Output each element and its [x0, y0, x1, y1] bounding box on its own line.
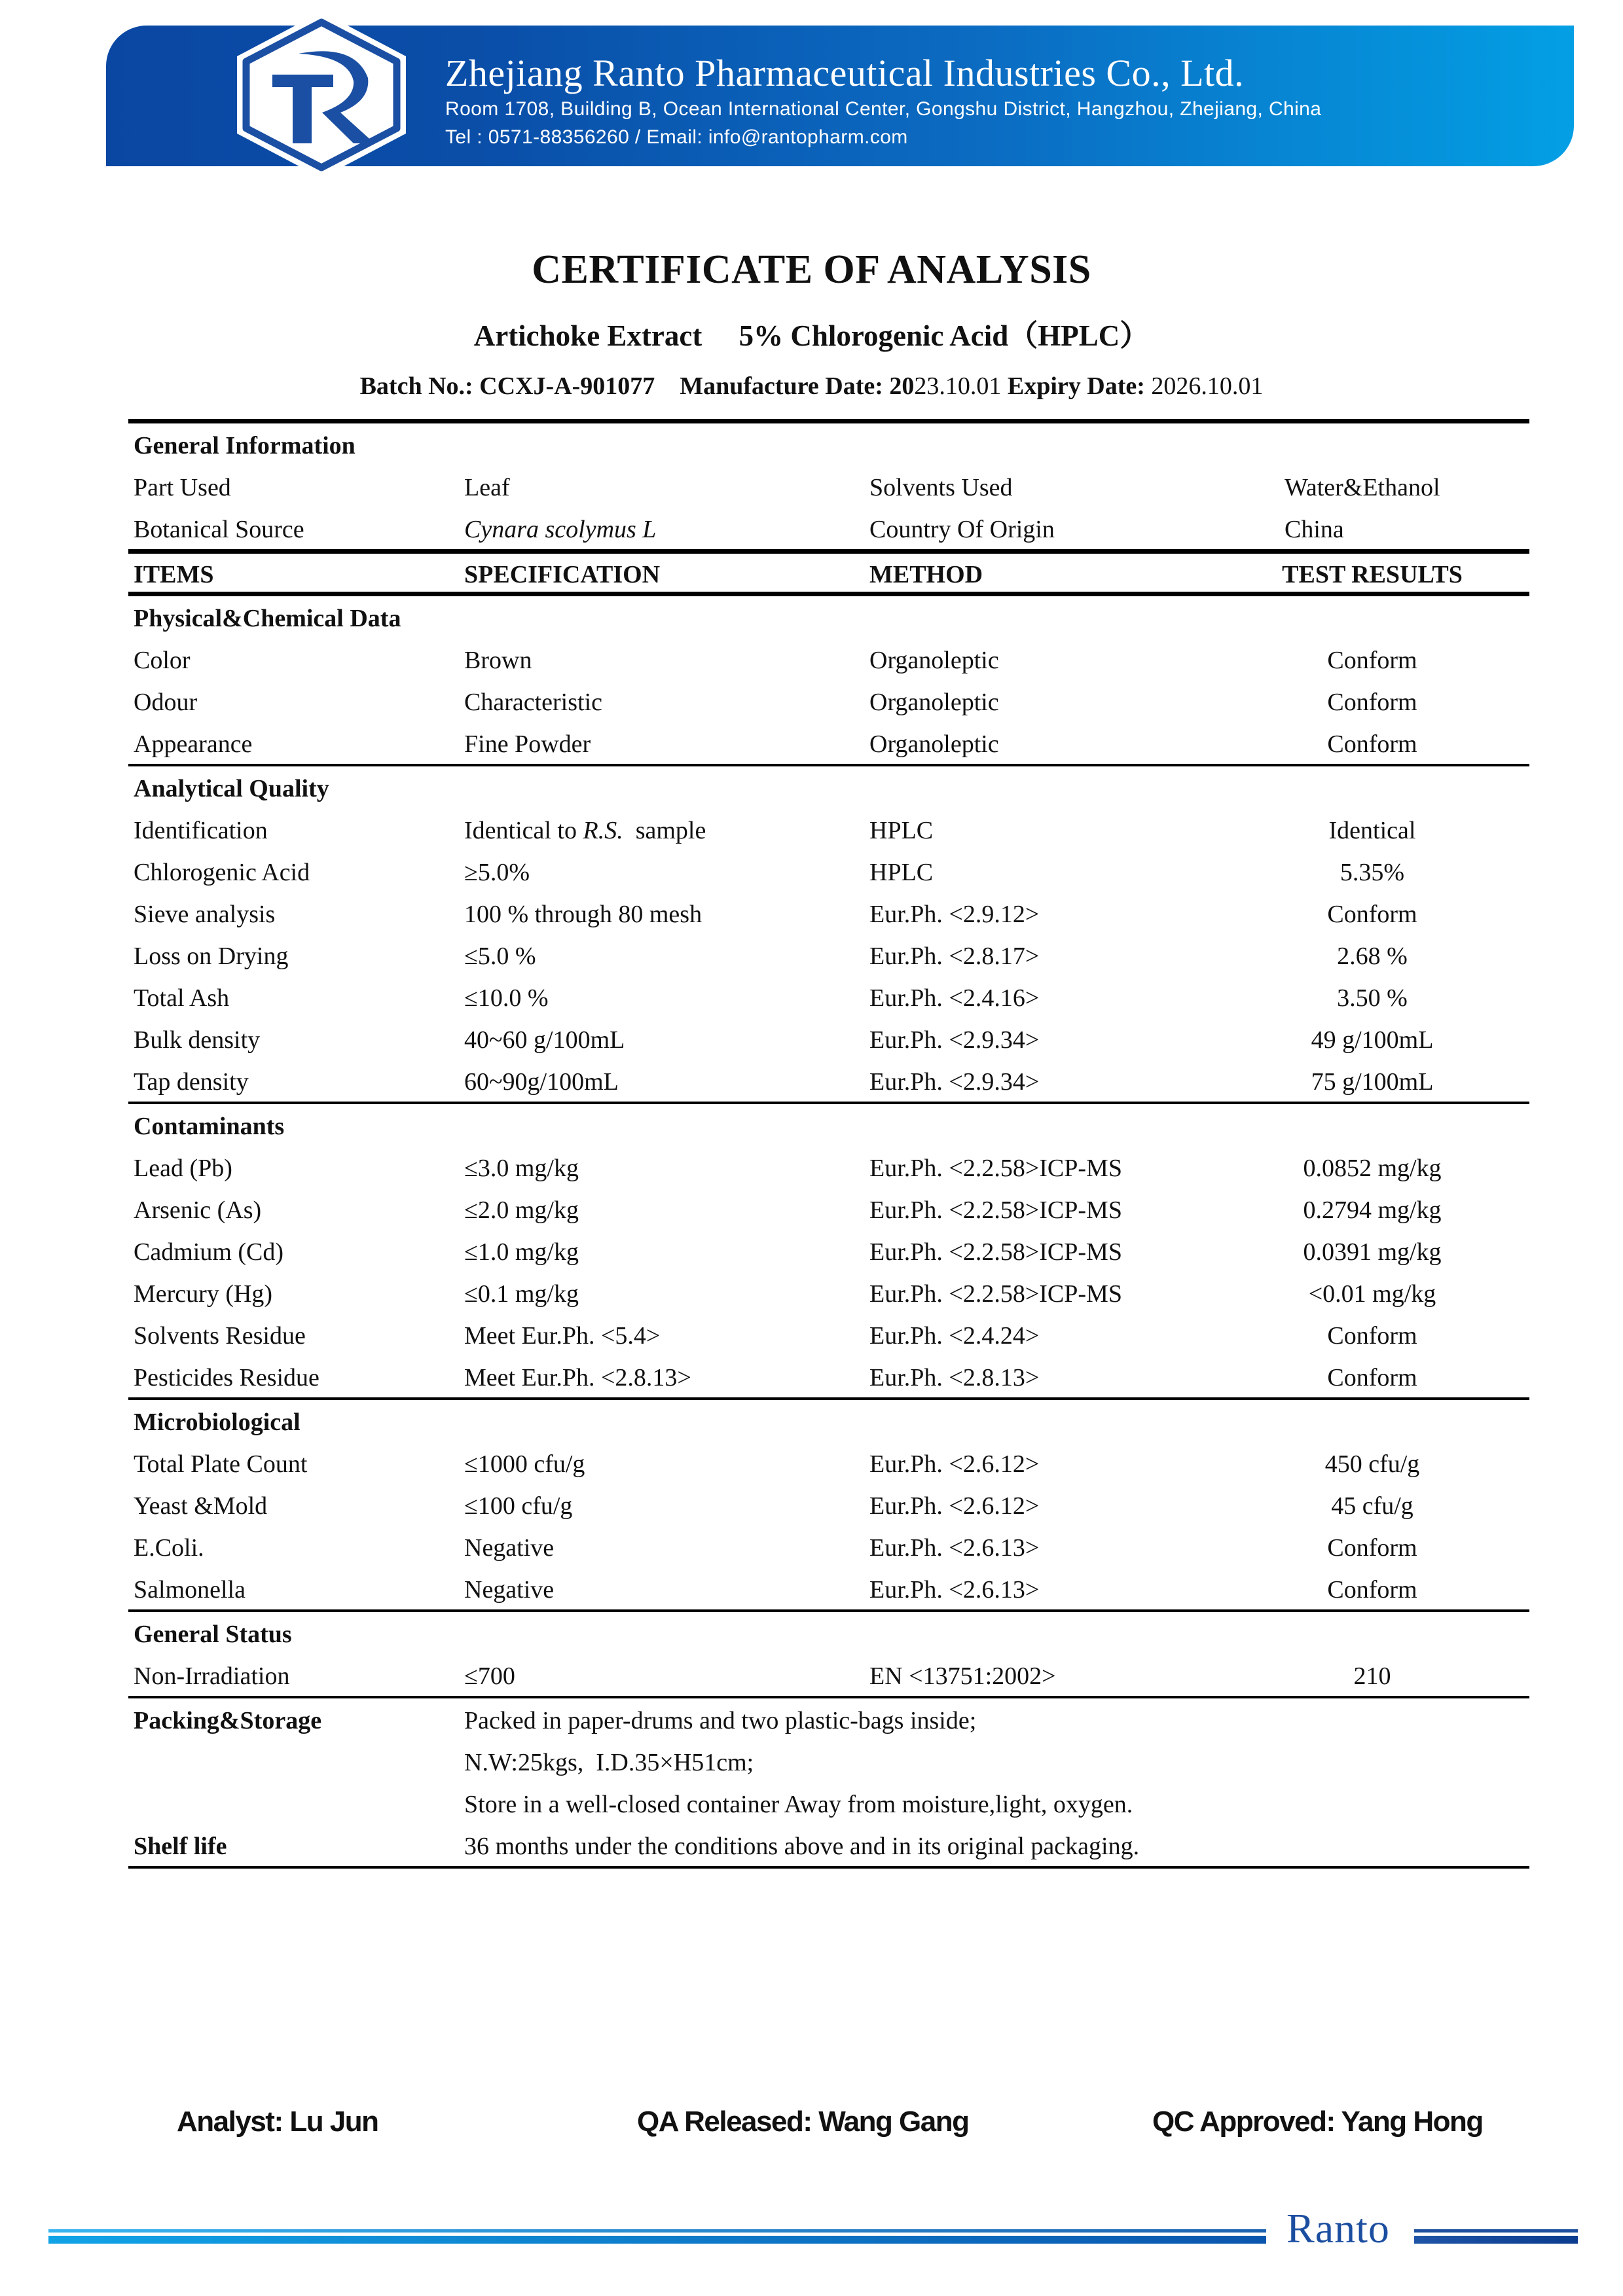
column-header-results: TEST RESULTS — [1282, 561, 1463, 588]
item-name: Chlorogenic Acid — [134, 859, 310, 886]
specification: Identical to R.S. sample — [464, 817, 706, 844]
test-result: <0.01 mg/kg — [1308, 1280, 1436, 1308]
item-name: Total Plate Count — [134, 1450, 308, 1478]
method: Eur.Ph. <2.2.58>ICP-MS — [869, 1280, 1122, 1308]
section-heading-micro: Microbiological — [134, 1408, 301, 1436]
specification: ≤700 — [464, 1662, 515, 1690]
item-name: Color — [134, 647, 191, 674]
table-row — [128, 1188, 1529, 1230]
packing-row — [128, 1698, 1529, 1740]
item-name: Tap density — [134, 1068, 249, 1096]
table-row — [128, 808, 1529, 850]
specification: Meet Eur.Ph. <2.8.13> — [464, 1364, 691, 1391]
general-value: China — [1285, 516, 1344, 543]
specification: ≤1000 cfu/g — [464, 1450, 585, 1478]
divider — [128, 1866, 1529, 1869]
table-row — [128, 1018, 1529, 1060]
specification: Characteristic — [464, 689, 603, 716]
table-row — [128, 1060, 1529, 1102]
item-name: Mercury (Hg) — [134, 1280, 273, 1308]
method: Organoleptic — [869, 689, 999, 716]
test-result: Conform — [1327, 689, 1417, 716]
divider — [128, 592, 1529, 596]
item-name: Cadmium (Cd) — [134, 1238, 284, 1266]
specification: 40~60 g/100mL — [464, 1026, 625, 1054]
method: Eur.Ph. <2.2.58>ICP-MS — [869, 1238, 1122, 1266]
packing-label: Packing&Storage — [134, 1707, 322, 1734]
test-result: 450 cfu/g — [1324, 1450, 1420, 1478]
company-name: Zhejiang Ranto Pharmaceutical Industries Co., Ltd. — [445, 52, 1245, 94]
section-heading-general: General Information — [134, 432, 356, 459]
specification: Brown — [464, 647, 532, 674]
method: HPLC — [869, 859, 934, 886]
manufacture-date-label: Manufacture Date: — [680, 372, 890, 400]
specification: Meet Eur.Ph. <5.4> — [464, 1322, 661, 1350]
table-row — [128, 1314, 1529, 1355]
test-result: Conform — [1327, 1576, 1417, 1604]
table-row — [128, 976, 1529, 1018]
footer-bar — [1414, 2236, 1578, 2244]
qc-signature: QC Approved: Yang Hong — [1152, 2106, 1483, 2138]
test-result: 3.50 % — [1337, 984, 1408, 1012]
test-result: Identical — [1328, 817, 1416, 844]
general-label: Solvents Used — [869, 474, 1013, 501]
item-name: Bulk density — [134, 1026, 261, 1054]
method: Eur.Ph. <2.8.17> — [869, 942, 1040, 970]
table-row — [128, 722, 1529, 764]
item-name: Solvents Residue — [134, 1322, 306, 1350]
method: Eur.Ph. <2.2.58>ICP-MS — [869, 1155, 1122, 1182]
item-name: Total Ash — [134, 984, 230, 1012]
method: Organoleptic — [869, 647, 999, 674]
test-result: Conform — [1327, 1322, 1417, 1350]
column-header-items: ITEMS — [134, 561, 214, 588]
test-result: Conform — [1327, 730, 1417, 758]
table-row — [128, 1484, 1529, 1526]
column-header-method: METHOD — [869, 561, 983, 588]
manufacture-date: 23.10.01 — [914, 372, 1002, 400]
expiry-date: 2026.10.01 — [1151, 372, 1264, 400]
batch-label: Batch No.: — [359, 372, 480, 400]
table-row — [128, 850, 1529, 892]
general-value: Leaf — [464, 474, 510, 501]
table-row — [128, 1568, 1529, 1609]
test-result: Conform — [1327, 901, 1417, 928]
method: Organoleptic — [869, 730, 999, 758]
company-contact: Tel : 0571-88356260 / Email: info@rantopharm.com — [445, 126, 908, 148]
general-label: Botanical Source — [134, 516, 304, 543]
general-row — [128, 465, 1529, 507]
packing-line: N.W:25kgs, I.D.35×H51cm; — [464, 1749, 754, 1776]
test-result: 0.0852 mg/kg — [1303, 1155, 1442, 1182]
item-name: Identification — [134, 817, 268, 844]
specification: Negative — [464, 1534, 555, 1562]
section-heading-physical: Physical&Chemical Data — [134, 605, 401, 632]
test-result: Conform — [1327, 647, 1417, 674]
company-address: Room 1708, Building B, Ocean International Center, Gongshu District, Hangzhou, Zhejiang, China — [445, 98, 1322, 120]
packing-line: Packed in paper-drums and two plastic-bags inside; — [464, 1707, 977, 1734]
specification: ≤5.0 % — [464, 942, 536, 970]
method: Eur.Ph. <2.9.34> — [869, 1068, 1040, 1096]
section-heading-status: General Status — [134, 1621, 292, 1648]
method: Eur.Ph. <2.4.24> — [869, 1322, 1040, 1350]
packing-line: Store in a well-closed container Away from moisture,light, oxygen. — [464, 1791, 1133, 1818]
specification: Fine Powder — [464, 730, 591, 758]
item-name: Non-Irradiation — [134, 1662, 290, 1690]
test-result: 49 g/100mL — [1311, 1026, 1434, 1054]
item-name: E.Coli. — [134, 1534, 204, 1562]
test-result: 210 — [1353, 1662, 1391, 1690]
table-row — [128, 1230, 1529, 1272]
footer-bar — [48, 2236, 1266, 2244]
column-header-row — [128, 554, 1529, 592]
table-row — [128, 1654, 1529, 1696]
shelf-life-value: 36 months under the conditions above and in its original packaging. — [464, 1833, 1140, 1860]
test-result: 45 cfu/g — [1331, 1492, 1413, 1520]
item-name: Arsenic (As) — [134, 1196, 262, 1224]
method: Eur.Ph. <2.8.13> — [869, 1364, 1040, 1391]
method: Eur.Ph. <2.6.13> — [869, 1576, 1040, 1604]
product-subtitle: Artichoke Extract 5% Chlorogenic Acid（HPLC） — [473, 319, 1150, 352]
test-result: 75 g/100mL — [1311, 1068, 1434, 1096]
batch-info — [0, 372, 1623, 401]
table-row — [128, 934, 1529, 976]
table-row — [128, 638, 1529, 680]
method: Eur.Ph. <2.6.12> — [869, 1450, 1040, 1478]
column-header-specification: SPECIFICATION — [464, 561, 661, 588]
divider — [128, 419, 1529, 423]
test-result: Conform — [1327, 1534, 1417, 1562]
item-name: Lead (Pb) — [134, 1155, 232, 1182]
footer-brand: Ranto — [1286, 2205, 1390, 2251]
method: Eur.Ph. <2.6.13> — [869, 1534, 1040, 1562]
method: Eur.Ph. <2.2.58>ICP-MS — [869, 1196, 1122, 1224]
method: Eur.Ph. <2.6.12> — [869, 1492, 1040, 1520]
general-row — [128, 507, 1529, 549]
test-result: 0.0391 mg/kg — [1303, 1238, 1442, 1266]
item-name: Loss on Drying — [134, 942, 289, 970]
item-name: Yeast &Mold — [134, 1492, 268, 1520]
item-name: Odour — [134, 689, 198, 716]
specification: ≤1.0 mg/kg — [464, 1238, 579, 1266]
method: HPLC — [869, 817, 934, 844]
specification: 60~90g/100mL — [464, 1068, 619, 1096]
item-name: Salmonella — [134, 1576, 246, 1604]
method: Eur.Ph. <2.9.12> — [869, 901, 1040, 928]
test-result: Conform — [1327, 1364, 1417, 1391]
item-name: Sieve analysis — [134, 901, 276, 928]
packing-row — [128, 1740, 1529, 1782]
manufacture-date-bold: 20 — [889, 372, 915, 400]
test-result: 0.2794 mg/kg — [1303, 1196, 1442, 1224]
table-row — [128, 1146, 1529, 1188]
specification: ≥5.0% — [464, 859, 530, 886]
specification: 100 % through 80 mesh — [464, 901, 702, 928]
general-label: Country Of Origin — [869, 516, 1055, 543]
general-label: Part Used — [134, 474, 231, 501]
table-row — [128, 1442, 1529, 1484]
table-row — [128, 680, 1529, 722]
specification: ≤0.1 mg/kg — [464, 1280, 579, 1308]
table-row — [128, 1272, 1529, 1314]
specification: ≤100 cfu/g — [464, 1492, 573, 1520]
packing-row — [128, 1782, 1529, 1824]
method: Eur.Ph. <2.9.34> — [869, 1026, 1040, 1054]
batch-number: CCXJ-A-901077 — [479, 372, 655, 400]
footer-line — [48, 2229, 1266, 2233]
test-result: 2.68 % — [1337, 942, 1408, 970]
table-row — [128, 1526, 1529, 1568]
specification: ≤3.0 mg/kg — [464, 1155, 579, 1182]
company-logo-icon — [230, 9, 412, 181]
section-heading-analytical: Analytical Quality — [134, 775, 329, 802]
specification: ≤2.0 mg/kg — [464, 1196, 579, 1224]
section-heading-contaminants: Contaminants — [134, 1113, 285, 1140]
document-title: CERTIFICATE OF ANALYSIS — [532, 247, 1091, 292]
qa-signature: QA Released: Wang Gang — [637, 2106, 969, 2138]
footer-line — [1414, 2229, 1578, 2233]
table-row — [128, 1355, 1529, 1397]
analysis-table — [128, 419, 1529, 1869]
method: EN <13751:2002> — [869, 1662, 1056, 1690]
item-name: Appearance — [134, 730, 253, 758]
shelf-life-row — [128, 1824, 1529, 1866]
specification: ≤10.0 % — [464, 984, 549, 1012]
expiry-date-label: Expiry Date: — [1007, 372, 1152, 400]
shelf-life-label: Shelf life — [134, 1833, 227, 1860]
specification: Negative — [464, 1576, 555, 1604]
analyst-signature: Analyst: Lu Jun — [177, 2106, 378, 2138]
divider — [128, 549, 1529, 554]
general-value: Cynara scolymus L — [464, 516, 657, 543]
test-result: 5.35% — [1340, 859, 1405, 886]
item-name: Pesticides Residue — [134, 1364, 319, 1391]
table-row — [128, 892, 1529, 934]
method: Eur.Ph. <2.4.16> — [869, 984, 1040, 1012]
general-value: Water&Ethanol — [1285, 474, 1440, 501]
